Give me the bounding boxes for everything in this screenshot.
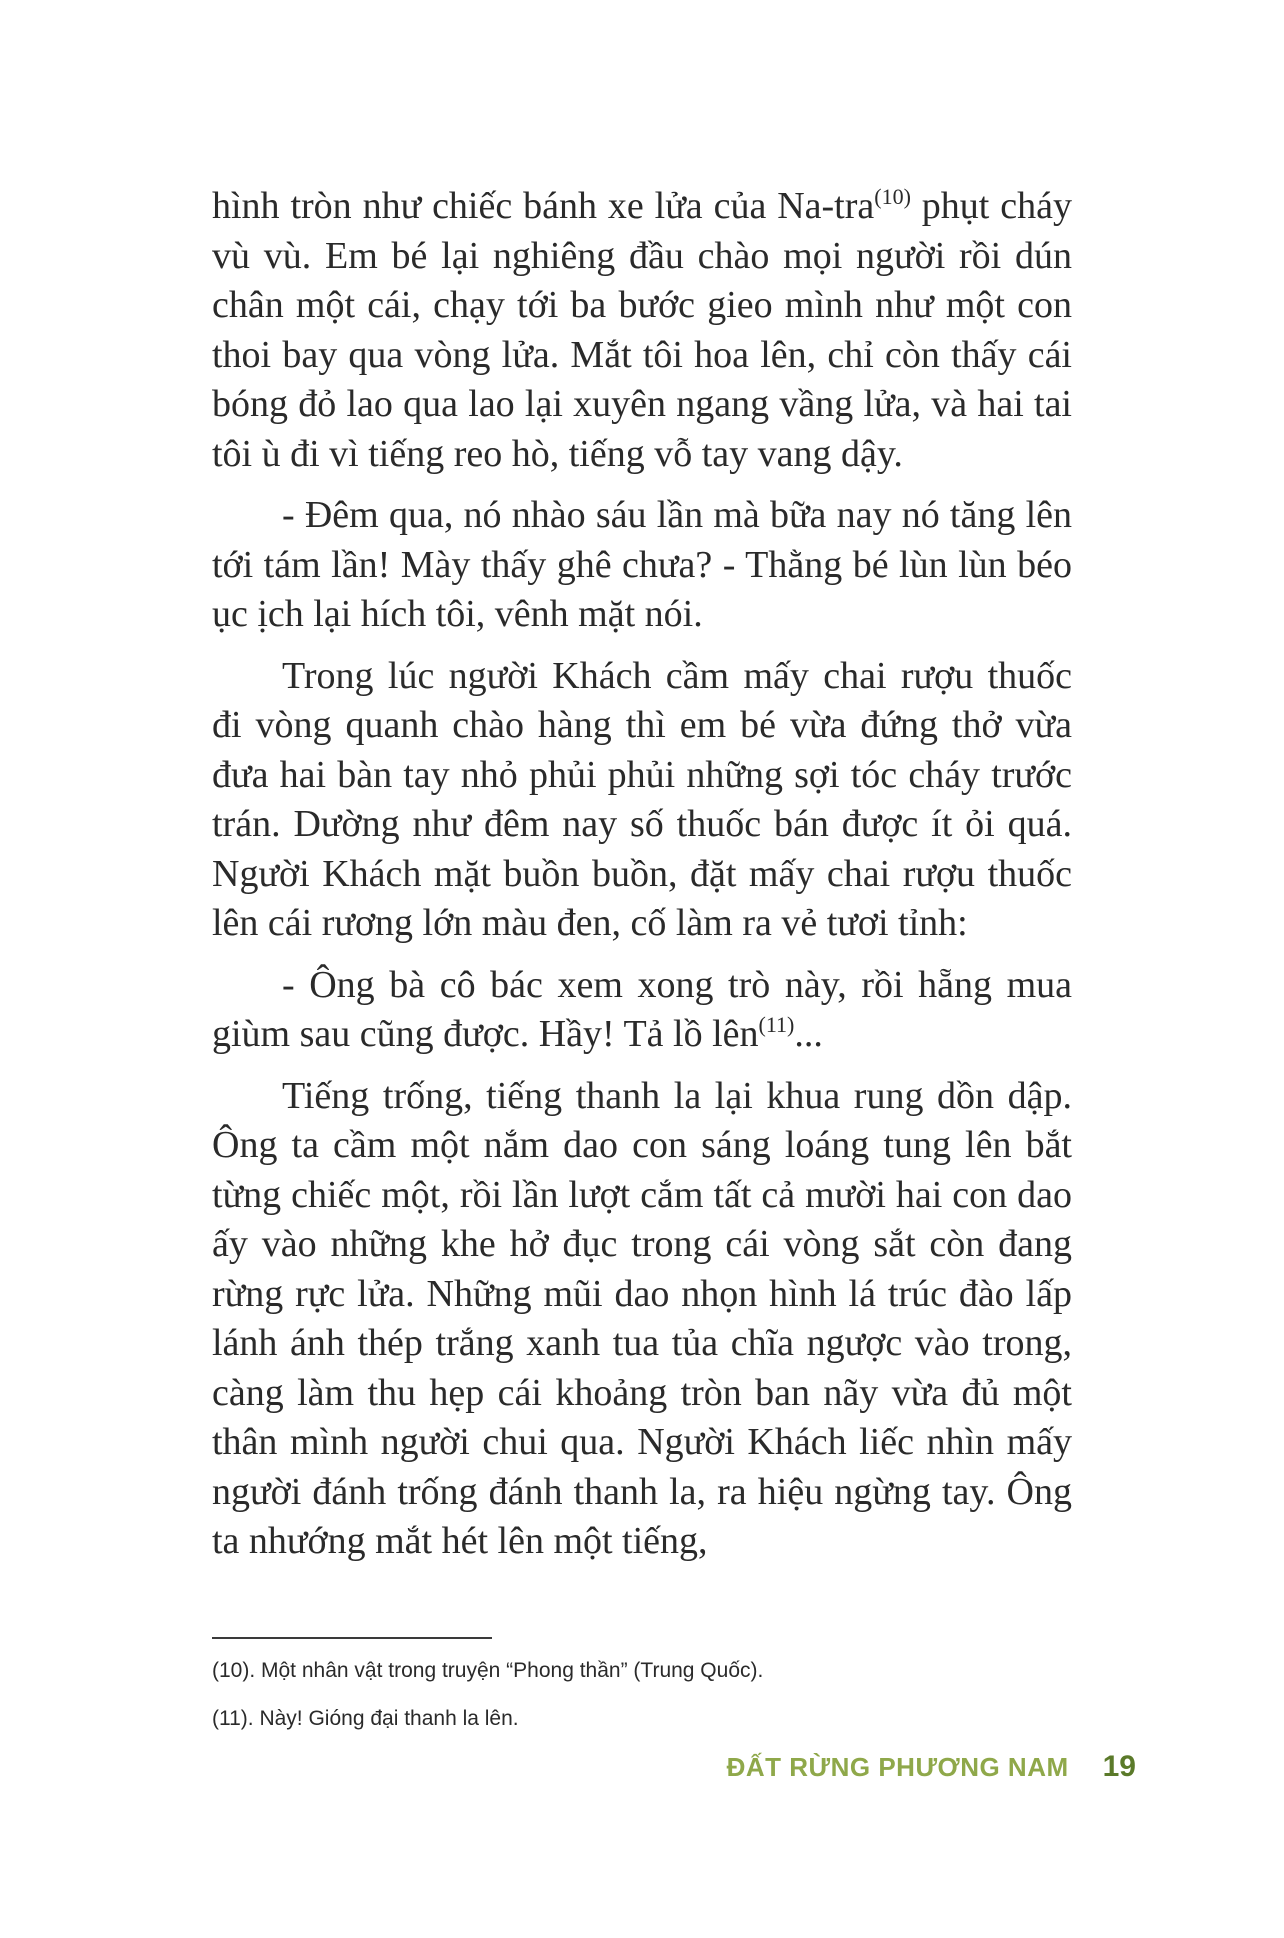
paragraph-2 [212, 491, 1072, 640]
paragraph-text: - Đêm qua, nó nhào sáu lần mà bữa nay nó tăng lên tới tám lần! Mày thấy ghê chưa? - Thằng bé lùn lùn béo ục ịch lại hích tôi, vênh mặt nói. [212, 494, 1072, 635]
body-text [212, 182, 1072, 1567]
footnote-divider [212, 1637, 492, 1639]
paragraph-3 [212, 652, 1072, 949]
footnote-10: (10). Một nhân vật trong truyện “Phong thần” (Trung Quốc). [212, 1659, 764, 1682]
paragraph-text-continued: ... [794, 1013, 823, 1055]
page-number: 19 [1102, 1750, 1136, 1783]
footnotes [212, 1647, 1072, 1743]
paragraph-1 [212, 182, 1072, 479]
footnote-ref-11: (11) [758, 1012, 795, 1037]
paragraph-text: Trong lúc người Khách cầm mấy chai rượu thuốc đi vòng quanh chào hàng thì em bé vừa đứng thở vừa đưa hai bàn tay nhỏ phủi phủi những sợi tóc cháy trước trán. Dường như đêm nay số thuốc bán được ít ỏi quá. Người Khách mặt buồn buồn, đặt mấy chai rượu thuốc lên cái rương lớn màu đen, cố làm ra vẻ tươi tỉnh: [212, 654, 1072, 944]
footnote-ref-10: (10) [874, 184, 911, 209]
footnote-11: (11). Này! Gióng đại thanh la lên. [212, 1707, 519, 1730]
paragraph-text: Tiếng trống, tiếng thanh la lại khua rung dồn dập. Ông ta cầm một nắm dao con sáng loáng tung lên bắt từng chiếc một, rồi lần lượt cắm tất cả mười hai con dao ấy vào những khe hở đục trong cái vòng sắt còn đang rừng rực lửa. Những mũi dao nhọn hình lá trúc đào lấp lánh ánh thép trắng xanh tua tủa chĩa ngược vào trong, càng làm thu hẹp cái khoảng tròn ban nãy vừa đủ một thân mình người chui qua. Người Khách liếc nhìn mấy người đánh trống đánh thanh la, ra hiệu ngừng tay. Ông ta nhướng mắt hét lên một tiếng, [212, 1074, 1072, 1562]
paragraph-text: - Ông bà cô bác xem xong trò này, rồi hẵng mua giùm sau cũng được. Hầy! Tả lồ lên [212, 963, 1072, 1055]
running-footer [727, 1750, 1136, 1784]
book-title: ĐẤT RỪNG PHƯƠNG NAM [726, 1752, 1069, 1782]
paragraph-4 [212, 961, 1072, 1060]
paragraph-text-continued: phụt cháy vù vù. Em bé lại nghiêng đầu chào mọi người rồi dún chân một cái, chạy tới ba bước gieo mình như một con thoi bay qua vòng lửa. Mắt tôi hoa lên, chỉ còn thấy cái bóng đỏ lao qua lao lại xuyên ngang vầng lửa, và hai tai tôi ù đi vì tiếng reo hò, tiếng vỗ tay vang dậy. [212, 185, 1072, 475]
paragraph-5 [212, 1072, 1072, 1567]
paragraph-text: hình tròn như chiếc bánh xe lửa của Na-tra [212, 185, 875, 227]
